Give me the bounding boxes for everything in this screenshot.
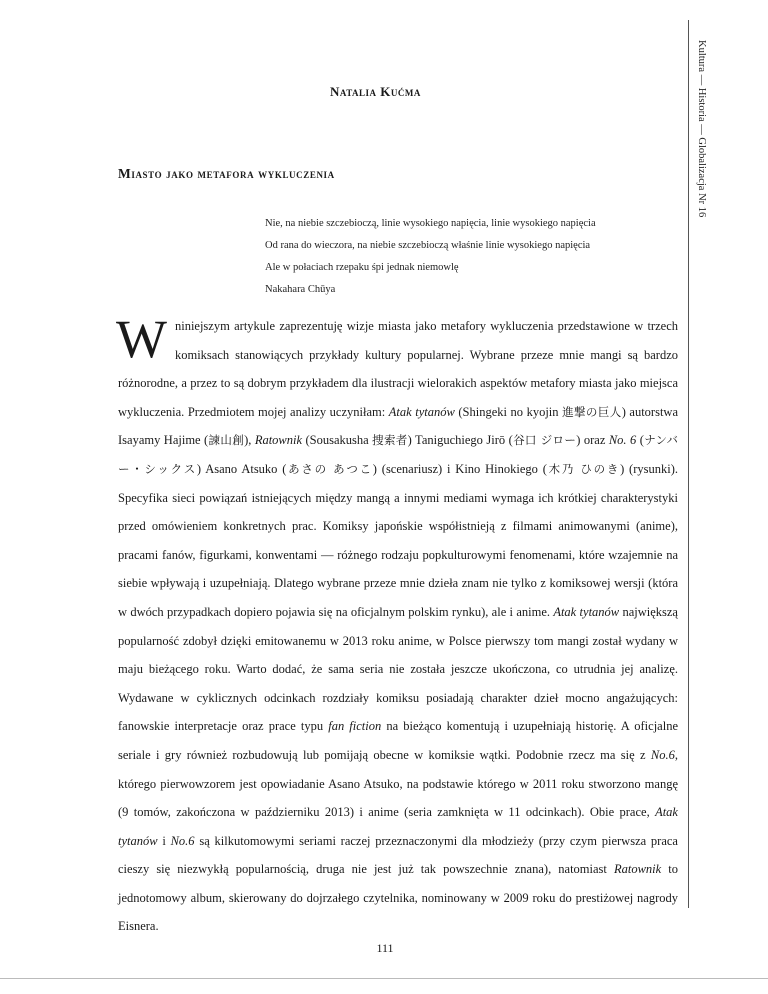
epigraph <box>265 213 685 301</box>
author-name: Natalia Kućma <box>330 84 421 99</box>
article-title: Miasto jako metafora wykluczenia <box>118 166 335 181</box>
epigraph-line: Ale w połaciach rzepaku śpi jednak niemowlę <box>265 262 459 273</box>
epigraph-line: Od rana do wieczora, na niebie szczebioczą właśnie linie wysokiego napięcia <box>265 240 591 251</box>
running-head: Kultura — Historia — Globalizacja Nr 16 <box>696 40 707 218</box>
epigraph-attribution: Nakahara Chūya <box>265 284 336 295</box>
drop-cap: W <box>116 309 167 369</box>
epigraph-line: Nie, na niebie szczebioczą, linie wysokiego napięcia, linie wysokiego napięcia <box>265 218 596 229</box>
vertical-rule <box>688 20 689 908</box>
page-number: 111 <box>376 941 394 955</box>
article-body <box>116 309 679 941</box>
bottom-rule <box>0 978 768 979</box>
body-paragraph: W niniejszym artykule zaprezentuję wizje miasta jako metafory wykluczenia przedstawione w trzech komiksach stanowiących przykłady kultury popularnej. Wybrane przeze mnie mangi są bardzo różnorodne, a przez to są dobrym przykładem dla ilustracji wielorakich aspektów metafory miasta jako miejsca wykluczenia. Przedmiotem mojej analizy uczyniłam: Atak tytanów (Shingeki no kyojin 進撃の巨人) autorstwa Isayamy Hajime (諫山創), Ratownik (Sousakusha 捜索者) Taniguchiego Jirō (谷口 ジロー) oraz No. 6 (ナンバー・シックス) Asano Atsuko (あさの あつこ) (scenariusz) i Kino Hinokiego (木乃 ひのき) (rysunki). Specyfika sieci powiązań istniejących między mangą a innymi mediami wymaga ich krótkiej charakterystyki przed omówieniem konkretnych prac. Komiksy japońskie współistnieją z filmami animowanymi (anime), pracami fanów, figurkami, konwentami — różnego rodzaju popkulturowymi fenomenami, które wzajemnie na siebie wpływają i uzupełniają. Dlatego wybrane przeze mnie dzieła znam nie tylko z komiksowej wersji (która w dwóch przypadkach dopiero pojawia się na oficjalnym polskim rynku), ale i anime. Atak tytanów największą popularność zdobył dzięki emitowanemu w 2013 roku anime, w Polsce pierwszy tom mangi został wydany w maju bieżącego roku. Warto dodać, że sama seria nie została jeszcze ukończona, co utrudnia jej analizę. Wydawane w cyklicznych odcinkach rozdziały komiksu posiadają charakter dzieł mocno angażujących: fanowskie interpretacje oraz prace typu fan fiction na bieżąco komentują i uzupełniają historię. A oficjalne seriale i gry również rozbudowują lub pomijają obecne w komiksie wątki. Podobnie rzecz ma się z No.6, którego pierwowzorem jest opowiadanie Asano Atsuko, na podstawie którego w 2011 roku stworzono mangę (9 tomów, zakończona w październiku 2013) i anime (seria zamknięta w 11 odcinkach). Obie prace, Atak tytanów i No.6 są kilkutomowymi seriami raczej przeznaczonymi dla młodzieży (przy czym pierwsza praca cieszy się niezwykłą popularnością, druga nie jest już tak powszechnie znana), natomiast Ratownik to jednotomowy album, skierowany do dojrzałego czytelnika, nominowany w 2009 roku do prestiżowej nagrody Eisnera. <box>116 309 679 934</box>
